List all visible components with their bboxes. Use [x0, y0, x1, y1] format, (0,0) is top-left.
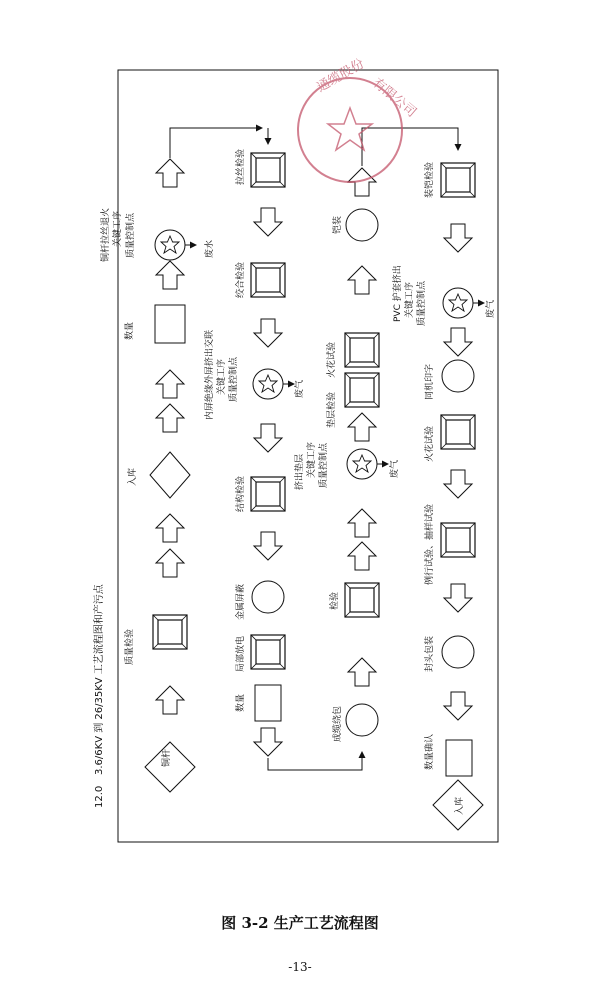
key2-label: 关键工序: [217, 358, 227, 395]
key-process-2-icon: [253, 369, 283, 399]
bedding-check-box: [345, 373, 379, 407]
printing-label: 同机印字: [425, 363, 435, 400]
bedding-check-label: 垫层检验: [327, 391, 337, 428]
partial-discharge-label: 局部放电: [236, 635, 246, 672]
qc1-box: [153, 615, 187, 649]
qc1-label: 质量检验: [125, 628, 135, 665]
key-process-1-icon: [155, 230, 185, 260]
routine-test-label: 例行试验、抽样试验: [425, 503, 435, 585]
flow-arrow: [348, 413, 376, 441]
structure-check-label: 结构检验: [236, 475, 246, 512]
key-process-3-icon: [347, 449, 377, 479]
routine-test-box: [441, 523, 475, 557]
spark-test-1-label: 火花试验: [327, 341, 337, 378]
cabling-circle: [346, 704, 378, 736]
printing-circle: [442, 360, 474, 392]
spark-test-2-label: 火花试验: [425, 425, 435, 462]
waste-gas-2-label: 废气: [295, 379, 305, 398]
control4-label: 质量控制点: [417, 280, 427, 326]
connector-col2-col3: [268, 752, 362, 770]
section-number: 12.0: [94, 785, 105, 808]
flow-arrow: [444, 224, 472, 252]
count-confirm-box: [446, 740, 472, 776]
control3-label: 质量控制点: [319, 442, 329, 488]
warehouse-label: 入库: [128, 467, 138, 486]
waste-gas-3-label: 废气: [390, 459, 400, 478]
count1-label: 数量: [125, 321, 135, 340]
count2-box: [255, 685, 281, 721]
company-stamp: [298, 56, 419, 182]
count1-box: [155, 305, 185, 343]
strand-check-label: 绞合检验: [236, 261, 246, 298]
waste-gas-4-label: 废气: [486, 299, 496, 318]
flow-arrow: [254, 728, 282, 756]
flow-arrow: [348, 542, 376, 570]
flow-arrow: [156, 514, 184, 542]
wire-check-label: 拉丝检验: [236, 148, 246, 185]
key3-label: 关键工序: [307, 441, 317, 478]
diagram-title: 3.6/6KV 到 26/35KV 工艺流程图和产污点: [94, 584, 105, 775]
column-1: [99, 128, 262, 792]
flow-arrow: [444, 584, 472, 612]
flow-arrow: [254, 532, 282, 560]
flow-arrow: [156, 370, 184, 398]
cabling-label: 成缆绕包: [333, 705, 343, 742]
metal-shield-label: 金属屏蔽: [236, 583, 246, 620]
control1-label: 质量控制点: [126, 212, 136, 258]
flow-arrow: [156, 686, 184, 714]
end-packing-label: 封头包装: [425, 635, 435, 672]
connector-col3-col4: [362, 128, 458, 166]
armor-check-box: [441, 163, 475, 197]
flow-arrow: [348, 658, 376, 686]
svg-text:有限公司: 有限公司: [369, 75, 419, 121]
flow-arrow: [444, 328, 472, 356]
key-process-4-icon: [443, 288, 473, 318]
column-4: [391, 162, 496, 830]
end-warehouse-label: 入库: [455, 796, 465, 815]
pvc-sheath-label: PVC 护套挤出: [393, 265, 403, 322]
partial-discharge-box: [251, 635, 285, 669]
flow-arrow: [156, 549, 184, 577]
spark-test-1-box: [345, 333, 379, 367]
flow-arrow: [254, 208, 282, 236]
flow-arrow: [444, 470, 472, 498]
key1-label: 关键工序: [113, 210, 123, 247]
triple-extrusion-label: 内屏绝缘外屏挤出交联: [205, 329, 215, 420]
strand-check-box: [251, 263, 285, 297]
flow-arrow: [156, 159, 184, 187]
key4-label: 关键工序: [405, 281, 415, 318]
end-packing-circle: [442, 636, 474, 668]
connector-col1-col2: [170, 128, 262, 158]
flow-arrow: [444, 692, 472, 720]
armor-check-label: 装铠检验: [425, 161, 435, 198]
flow-arrow: [156, 261, 184, 289]
flow-arrow: [348, 266, 376, 294]
inspection-label: 检验: [330, 591, 340, 610]
warehouse-diamond: [150, 452, 190, 498]
flow-arrow: [156, 404, 184, 432]
control2-label: 质量控制点: [229, 356, 239, 402]
start-copper-label: 铜杆: [162, 748, 172, 767]
flow-arrow: [254, 319, 282, 347]
flow-arrow: [348, 509, 376, 537]
inspection-box: [345, 583, 379, 617]
svg-text:通缆股份: 通缆股份: [314, 56, 368, 96]
wire-check-box: [251, 153, 285, 187]
flow-arrow: [254, 424, 282, 452]
spark-test-2-box: [441, 415, 475, 449]
annealing-label: 铜杆拉丝退火: [101, 207, 111, 262]
armoring-label: 铠装: [333, 215, 343, 234]
waste-water-label: 废水: [205, 239, 215, 258]
count-confirm-label: 数量确认: [425, 733, 435, 770]
metal-shield-circle: [252, 581, 284, 613]
count2-label: 数量: [236, 693, 246, 712]
structure-check-box: [251, 477, 285, 511]
armoring-circle: [346, 209, 378, 241]
bedding-extrusion-label: 挤出垫层: [295, 453, 305, 490]
page-number: -13-: [288, 960, 312, 974]
figure-caption: 图 3-2 生产工艺流程图: [221, 914, 379, 932]
